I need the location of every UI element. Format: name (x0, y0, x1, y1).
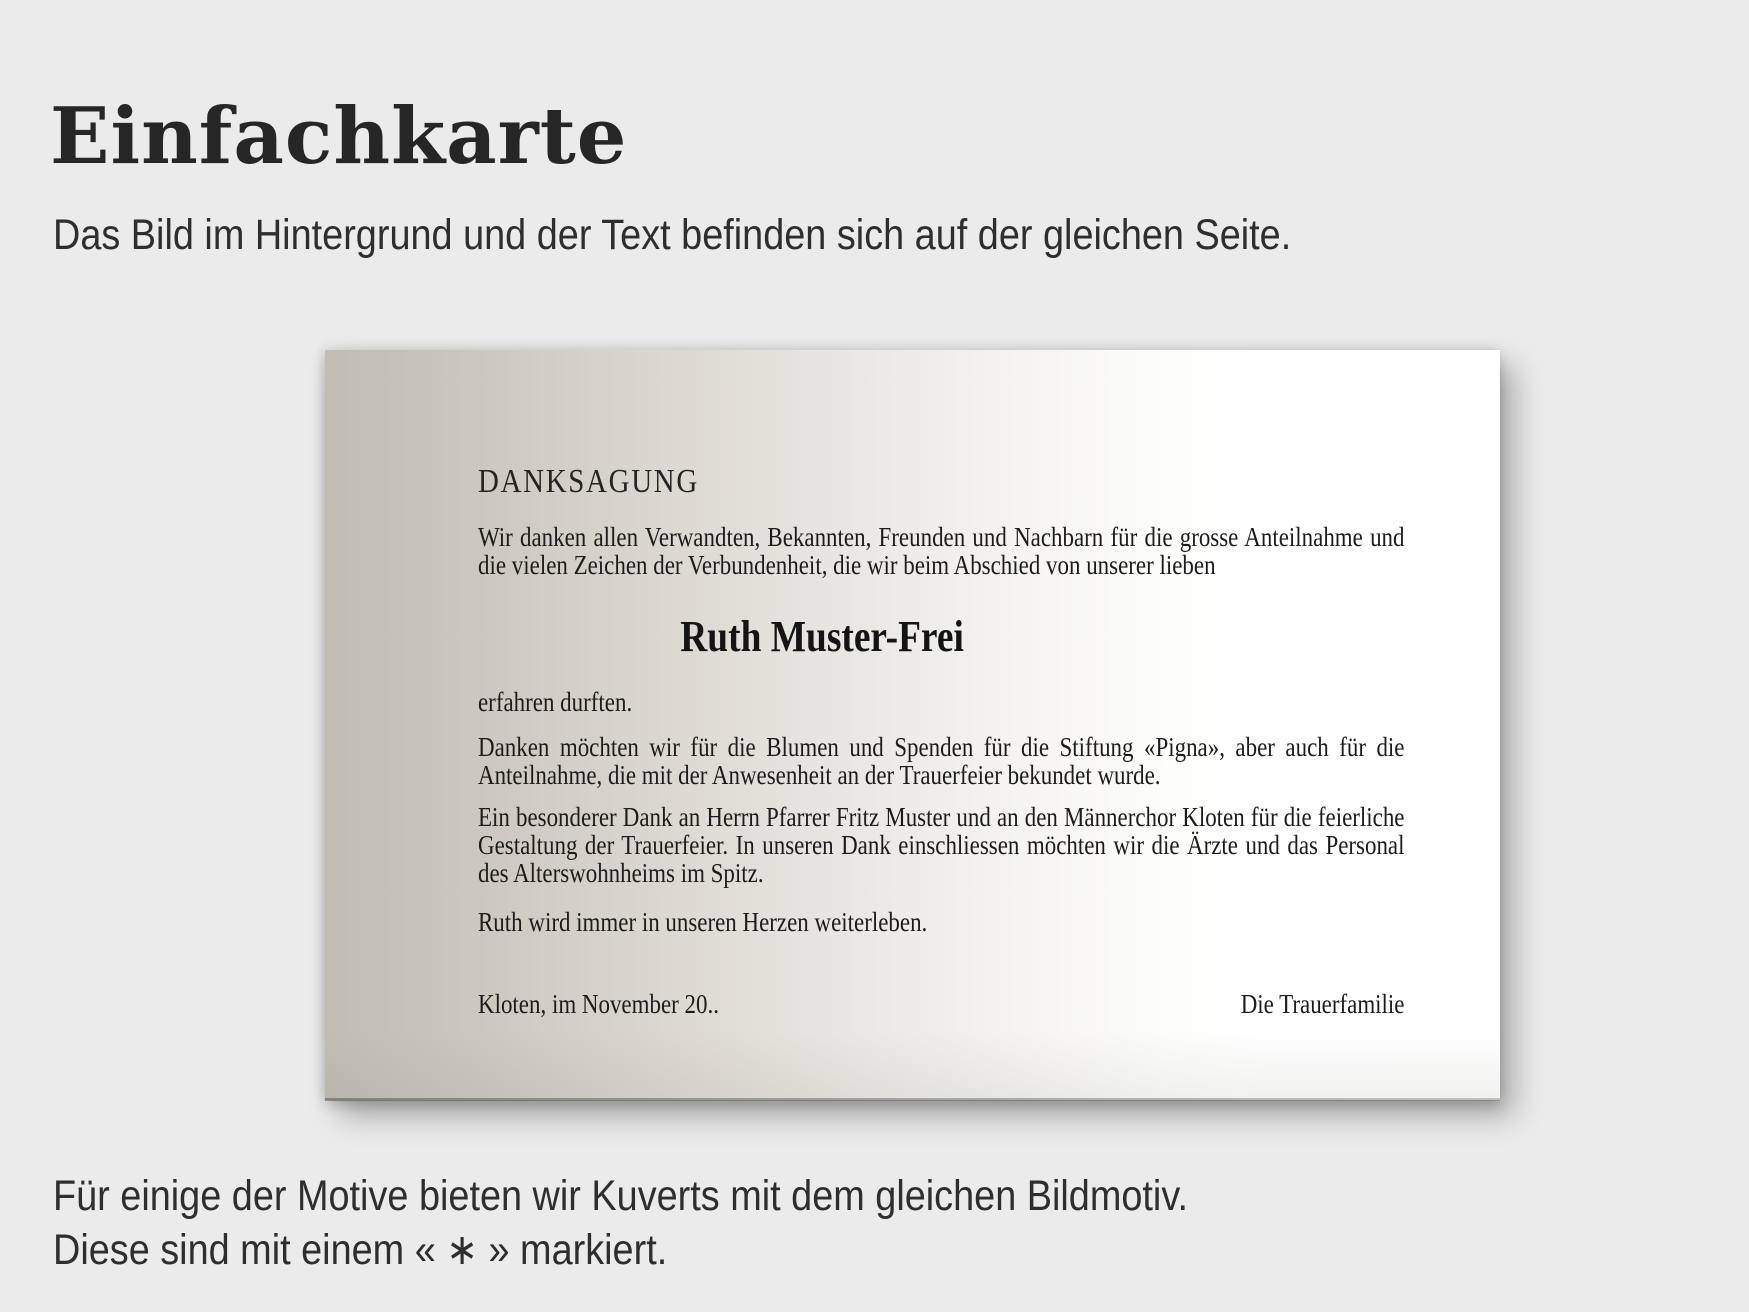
page-subtitle: Das Bild im Hintergrund und der Text befinden sich auf der gleichen Seite. (53, 211, 1292, 259)
card-preview (325, 350, 1500, 1100)
deceased-name: Ruth Muster-Frei (680, 612, 964, 661)
card-paragraph-danken: Danken möchten wir für die Blumen und Spenden für die Stiftung «Pigna», aber auch für die Anteilnahme, die mit der Anwesenheit an der Trauerfeier bekundet wurde. (478, 732, 1405, 790)
footer-note-line1: Für einige der Motive bieten wir Kuverts mit dem gleichen Bildmotiv. (53, 1172, 1188, 1220)
card-footer-row (478, 990, 1405, 1018)
card-paragraph-besonderer-dank: Ein besonderer Dank an Herrn Pfarrer Fritz Muster und an den Männerchor Kloten für die feierliche Gestaltung der Trauerfeier. In unseren Dank einschliessen möchten wir die Ärzte und das Personal des Alterswohnheims im Spitz. (478, 802, 1405, 888)
card-paragraph-erfahren: erfahren durften. (478, 687, 633, 717)
footer-note (53, 1169, 1188, 1277)
card-signature: Die Trauerfamilie (1240, 989, 1405, 1019)
footer-note-line2: Diese sind mit einem « ∗ » markiert. (53, 1226, 668, 1274)
card-text-column (478, 350, 1405, 1100)
card-place-date: Kloten, im November 20.. (478, 989, 719, 1019)
card-paragraph-herzen: Ruth wird immer in unseren Herzen weiterleben. (478, 907, 928, 937)
card-paragraph-intro: Wir danken allen Verwandten, Bekannten, Freunden und Nachbarn für die grosse Anteilnahme und die vielen Zeichen der Verbundenheit, die wir beim Abschied von unserer lieben (478, 522, 1405, 580)
page-title: Einfachkarte (50, 91, 628, 183)
card-heading: DANKSAGUNG (478, 463, 699, 500)
